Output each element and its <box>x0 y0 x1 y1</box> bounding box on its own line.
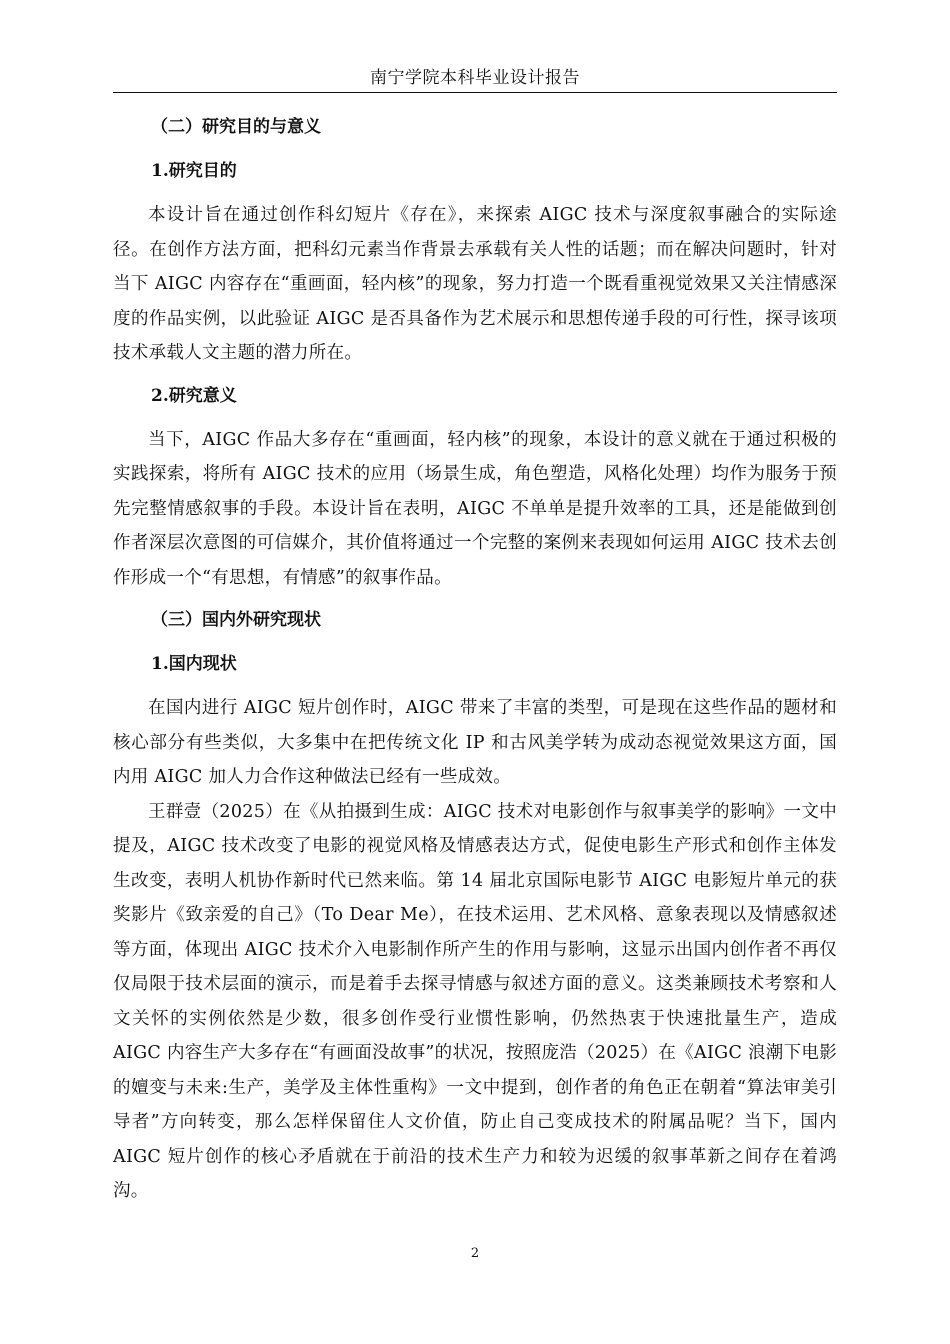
section-heading: （三）国内外研究现状 <box>151 610 321 630</box>
document-body <box>113 112 837 1209</box>
subsection-title: 2.研究意义 <box>151 385 237 406</box>
page-number: 2 <box>470 1246 480 1261</box>
body-paragraph: 本设计旨在通过创作科幻短片《存在》，来探索 AIGC 技术与深度叙事融合的实际途径。在创作方法方面，把科幻元素当作背景去承载有关人性的话题；而在解决问题时，针对当下 AIGC 内容存在“重画面，轻内核”的现象，努力打造一个既看重视觉效果又关注情感深度的作品实例，以此验证 AIGC 是否具备作为艺术展示和思想传递手段的可行性，探寻该项技术承载人文主题的潜力所在。 <box>113 205 837 363</box>
page-header-title: 南宁学院本科毕业设计报告 <box>370 68 580 88</box>
body-paragraph: 王群壹（2025）在《从拍摄到生成：AIGC 技术对电影创作与叙事美学的影响》一文中提及，AIGC 技术改变了电影的视觉风格及情感表达方式，促使电影生产形式和创作主体发生改变，表明人机协作新时代已然来临。第 14 届北京国际电影节 AIGC 电影短片单元的获奖影片《致亲爱的自己》（To Dear Me），在技术运用、艺术风格、意象表现以及情感叙述等方面，体现出 AIGC 技术介入电影制作所产生的作用与影响，这显示出国内创作者不再仅仅局限于技术层面的演示，而是着手去探寻情感与叙述方面的意义。这类兼顾技术考察和人文关怀的实例依然是少数，很多创作受行业惯性影响，仍然热衷于快速批量生产，造成 AIGC 内容生产大多存在“有画面没故事”的状况，按照庞浩（2025）在《AIGC 浪潮下电影的嬗变与未来:生产，美学及主体性重构》一文中提到，创作者的角色正在朝着“算法审美引导者”方向转变，那么怎样保留住人文价值，防止自己变成技术的附属品呢？当下，国内 AIGC 短片创作的核心矛盾就在于前沿的技术生产力和较为迟缓的叙事革新之间存在着鸿沟。 <box>113 801 837 1201</box>
body-paragraph: 当下，AIGC 作品大多存在“重画面，轻内核”的现象，本设计的意义就在于通过积极的实践探索，将所有 AIGC 技术的应用（场景生成，角色塑造，风格化处理）均作为服务于预先完整情感叙事的手段。本设计旨在表明，AIGC 不单单是提升效率的工具，还是能做到创作者深层次意图的可信媒介，其价值将通过一个完整的案例来表现如何运用 AIGC 技术去创作形成一个“有思想，有情感”的叙事作品。 <box>113 429 837 588</box>
subsection-title: 1.国内现状 <box>151 654 237 674</box>
body-paragraph: 在国内进行 AIGC 短片创作时，AIGC 带来了丰富的类型，可是现在这些作品的题材和核心部分有些类似，大多集中在把传统文化 IP 和古风美学转为成动态视觉效果这方面，国内用 AIGC 加人力合作这种做法已经有一些成效。 <box>113 698 837 787</box>
subsection-title: 1.研究目的 <box>151 161 237 181</box>
header-divider <box>113 92 837 93</box>
section-heading: （二）研究目的与意义 <box>151 117 321 137</box>
